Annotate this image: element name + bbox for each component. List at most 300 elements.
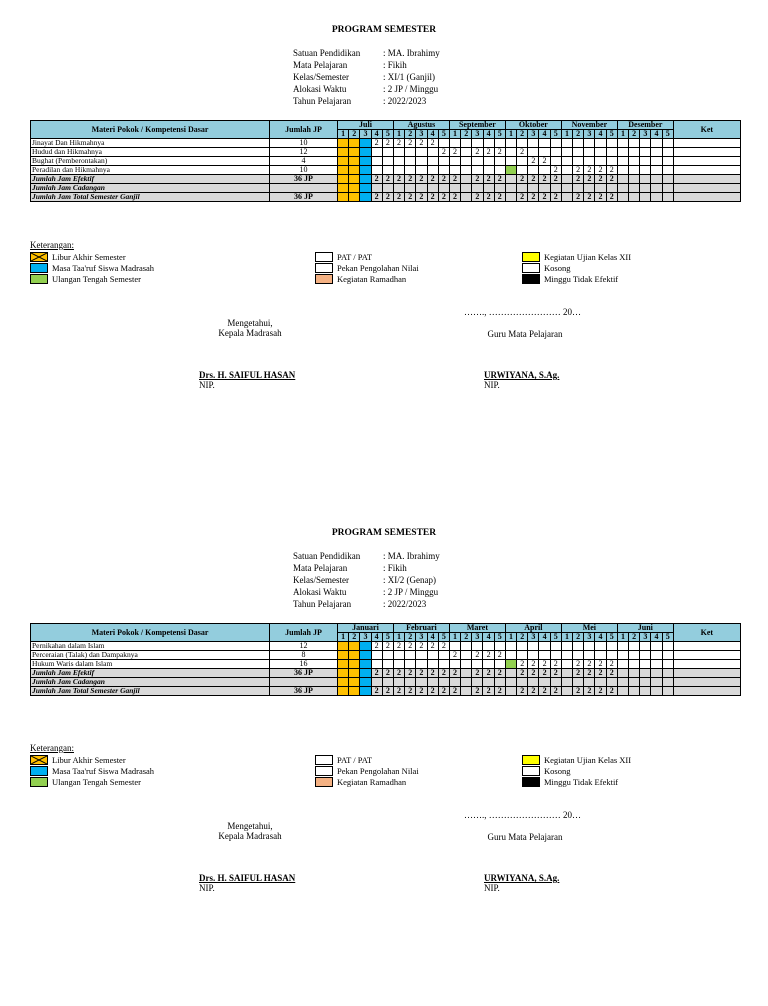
week-cell (472, 184, 483, 193)
week-cell (617, 166, 628, 175)
header-month: November (561, 121, 617, 130)
week-cell (584, 157, 595, 166)
week-cell (393, 157, 404, 166)
header-week: 2 (349, 130, 360, 139)
info-row (293, 550, 440, 562)
week-cell (505, 678, 516, 687)
week-cell (461, 166, 472, 175)
week-cell (629, 166, 640, 175)
legend-label: Kegiatan Ramadhan (337, 273, 407, 284)
legend-item (522, 251, 631, 262)
header-week: 1 (449, 130, 460, 139)
week-cell (561, 678, 572, 687)
table-row (31, 157, 741, 166)
week-cell (573, 651, 584, 660)
week-cell (617, 678, 628, 687)
week-cell (416, 651, 427, 660)
week-cell: 2 (427, 193, 438, 202)
legend-item (30, 251, 126, 262)
week-cell (505, 148, 516, 157)
week-cell: 2 (449, 651, 460, 660)
info-label: Satuan Pendidikan (293, 48, 361, 58)
week-cell (617, 651, 628, 660)
week-cell: 2 (438, 687, 449, 696)
week-cell (662, 193, 673, 202)
header-week: 4 (595, 633, 606, 642)
week-cell (662, 157, 673, 166)
ket-cell (673, 139, 740, 148)
week-cell (640, 157, 651, 166)
signature-left-name: Drs. H. SAIFUL HASAN (199, 873, 296, 883)
week-cell: 2 (382, 642, 393, 651)
week-cell (382, 651, 393, 660)
week-cell (640, 175, 651, 184)
materi-cell: Hukum Waris dalam Islam (31, 660, 270, 669)
legend-item (315, 754, 372, 765)
info-row (293, 71, 440, 83)
week-cell (617, 642, 628, 651)
semester-section (0, 503, 768, 1003)
week-cell (606, 184, 617, 193)
week-cell (360, 157, 371, 166)
week-cell (629, 669, 640, 678)
week-cell (483, 184, 494, 193)
header-week: 4 (539, 633, 550, 642)
week-cell (461, 660, 472, 669)
legend-label: Ulangan Tengah Semester (52, 273, 141, 284)
legend-item (30, 776, 141, 787)
week-cell (640, 166, 651, 175)
header-week: 1 (338, 633, 349, 642)
week-cell: 2 (382, 193, 393, 202)
week-cell (416, 660, 427, 669)
header-week: 5 (550, 130, 561, 139)
legend-label: PAT / PAT (337, 251, 373, 262)
week-cell (550, 642, 561, 651)
week-cell (371, 157, 382, 166)
week-cell (438, 184, 449, 193)
week-cell (662, 669, 673, 678)
header-week: 2 (461, 633, 472, 642)
week-cell (629, 687, 640, 696)
week-cell: 2 (416, 687, 427, 696)
legend-item (522, 776, 618, 787)
header-ket: Ket (673, 121, 740, 139)
week-cell (651, 651, 662, 660)
header-month: Mei (561, 624, 617, 633)
week-cell (606, 642, 617, 651)
materi-cell: Jinayat Dan Hikmahnya (31, 139, 270, 148)
header-week: 3 (472, 130, 483, 139)
header-week: 2 (629, 633, 640, 642)
week-cell (405, 157, 416, 166)
week-cell (461, 678, 472, 687)
week-cell (382, 184, 393, 193)
header-week: 5 (606, 130, 617, 139)
week-cell (360, 651, 371, 660)
week-cell (561, 651, 572, 660)
week-cell: 2 (494, 175, 505, 184)
week-cell: 2 (472, 651, 483, 660)
week-cell (629, 157, 640, 166)
signature-left-line2: Kepala Madrasah (218, 831, 282, 841)
header-week: 3 (584, 130, 595, 139)
materi-cell: Bughat (Pemberontakan) (31, 157, 270, 166)
legend-label: Libur Akhir Semester (52, 251, 126, 262)
legend-swatch (522, 777, 540, 787)
week-cell (640, 642, 651, 651)
week-cell (606, 678, 617, 687)
week-cell (349, 175, 360, 184)
week-cell (349, 687, 360, 696)
legend-swatch (315, 252, 333, 262)
week-cell (505, 669, 516, 678)
header-week: 1 (505, 633, 516, 642)
week-cell (573, 678, 584, 687)
week-cell (595, 139, 606, 148)
week-cell (651, 687, 662, 696)
info-value: : MA. Ibrahimy (383, 48, 440, 58)
week-cell: 2 (606, 687, 617, 696)
info-label: Kelas/Semester (293, 72, 349, 82)
week-cell: 2 (427, 139, 438, 148)
header-ket: Ket (673, 624, 740, 642)
header-week: 1 (449, 633, 460, 642)
header-week: 4 (427, 633, 438, 642)
header-materi: Materi Pokok / Kompetensi Dasar (31, 624, 270, 642)
week-cell (561, 166, 572, 175)
week-cell: 2 (606, 669, 617, 678)
week-cell (584, 184, 595, 193)
week-cell (651, 166, 662, 175)
week-cell: 2 (595, 193, 606, 202)
info-label: Mata Pelajaran (293, 563, 348, 573)
week-cell: 2 (382, 687, 393, 696)
week-cell (528, 166, 539, 175)
week-cell: 2 (483, 669, 494, 678)
week-cell (472, 642, 483, 651)
table-row (31, 139, 741, 148)
week-cell: 2 (539, 193, 550, 202)
ket-cell (673, 678, 740, 687)
week-cell: 2 (573, 660, 584, 669)
week-cell (629, 175, 640, 184)
week-cell: 2 (416, 139, 427, 148)
signature-left-name: Drs. H. SAIFUL HASAN (199, 370, 296, 380)
week-cell (561, 139, 572, 148)
week-cell (550, 139, 561, 148)
week-cell (371, 148, 382, 157)
info-value: : 2022/2023 (383, 96, 427, 106)
legend-item (315, 776, 406, 787)
week-cell: 2 (449, 175, 460, 184)
table-row (31, 166, 741, 175)
summary-row (31, 184, 741, 193)
week-cell (461, 642, 472, 651)
week-cell: 2 (584, 660, 595, 669)
header-week: 2 (573, 130, 584, 139)
legend-label: Pekan Pengolahan Nilai (337, 765, 419, 776)
info-row (293, 598, 440, 610)
week-cell: 2 (483, 651, 494, 660)
week-cell (449, 184, 460, 193)
program-table (30, 120, 741, 202)
week-cell: 2 (393, 642, 404, 651)
week-cell (505, 184, 516, 193)
header-week: 3 (472, 633, 483, 642)
week-cell (629, 193, 640, 202)
week-cell (393, 651, 404, 660)
week-cell (629, 651, 640, 660)
signature-date: ……., …………………… 20… (464, 810, 581, 820)
week-cell: 2 (584, 193, 595, 202)
week-cell (517, 166, 528, 175)
week-cell (338, 175, 349, 184)
week-cell: 2 (483, 687, 494, 696)
legend-label: Pekan Pengolahan Nilai (337, 262, 419, 273)
week-cell: 2 (382, 175, 393, 184)
week-cell (595, 651, 606, 660)
week-cell (561, 184, 572, 193)
header-week: 5 (662, 633, 673, 642)
week-cell (629, 660, 640, 669)
legend-swatch (30, 274, 48, 284)
info-value: : Fikih (383, 563, 407, 573)
week-cell (393, 148, 404, 157)
legend-item (30, 262, 154, 273)
week-cell (427, 148, 438, 157)
week-cell (461, 157, 472, 166)
summary-row (31, 193, 741, 202)
week-cell: 2 (573, 193, 584, 202)
info-value: : MA. Ibrahimy (383, 551, 440, 561)
header-week: 2 (517, 633, 528, 642)
week-cell (573, 148, 584, 157)
legend-swatch (30, 777, 48, 787)
summary-row (31, 678, 741, 687)
week-cell: 2 (472, 175, 483, 184)
week-cell: 2 (606, 175, 617, 184)
week-cell: 2 (393, 193, 404, 202)
ket-cell (673, 157, 740, 166)
materi-cell: Pernikahan dalam Islam (31, 642, 270, 651)
header-week: 2 (405, 130, 416, 139)
week-cell (595, 157, 606, 166)
week-cell (617, 669, 628, 678)
legend-item (315, 262, 419, 273)
header-materi: Materi Pokok / Kompetensi Dasar (31, 121, 270, 139)
week-cell (651, 193, 662, 202)
week-cell (606, 139, 617, 148)
legend-label: Kegiatan Ujian Kelas XII (544, 754, 632, 765)
week-cell (595, 678, 606, 687)
week-cell (349, 678, 360, 687)
week-cell: 2 (416, 642, 427, 651)
week-cell (427, 184, 438, 193)
week-cell (550, 157, 561, 166)
week-cell: 2 (606, 166, 617, 175)
week-cell (595, 184, 606, 193)
week-cell (517, 184, 528, 193)
week-cell (629, 139, 640, 148)
week-cell: 2 (517, 175, 528, 184)
week-cell: 2 (517, 193, 528, 202)
week-cell: 2 (494, 148, 505, 157)
week-cell: 2 (427, 687, 438, 696)
week-cell: 2 (472, 669, 483, 678)
week-cell (360, 642, 371, 651)
header-week: 1 (393, 130, 404, 139)
jp-cell: 12 (270, 642, 338, 651)
jp-cell: 36 JP (270, 687, 338, 696)
week-cell (505, 651, 516, 660)
week-cell (461, 148, 472, 157)
week-cell (360, 166, 371, 175)
week-cell: 2 (550, 687, 561, 696)
materi-cell: Hudud dan Hikmahnya (31, 148, 270, 157)
week-cell (640, 184, 651, 193)
week-cell (349, 184, 360, 193)
week-cell (662, 139, 673, 148)
header-jumlah: Jumlah JP (270, 121, 338, 139)
legend-label: Kegiatan Ramadhan (337, 776, 407, 787)
ket-cell (673, 669, 740, 678)
info-label: Mata Pelajaran (293, 60, 348, 70)
week-cell (494, 139, 505, 148)
header-week: 4 (371, 633, 382, 642)
materi-cell: Jumlah Jam Efektif (31, 175, 270, 184)
header-month: April (505, 624, 561, 633)
week-cell: 2 (528, 669, 539, 678)
week-cell (550, 184, 561, 193)
week-cell (517, 642, 528, 651)
week-cell (561, 669, 572, 678)
ket-cell (673, 193, 740, 202)
legend-label: Minggu Tidak Efektif (544, 776, 619, 787)
week-cell (651, 678, 662, 687)
week-cell (561, 175, 572, 184)
jp-cell (270, 678, 338, 687)
week-cell (438, 166, 449, 175)
week-cell (349, 148, 360, 157)
table-row (31, 148, 741, 157)
week-cell (349, 166, 360, 175)
legend-label: Kosong (544, 765, 571, 776)
week-cell (338, 660, 349, 669)
header-week: 5 (438, 633, 449, 642)
week-cell (427, 166, 438, 175)
materi-cell: Jumlah Jam Total Semester Ganjil (31, 193, 270, 202)
week-cell (539, 148, 550, 157)
info-value: : 2022/2023 (383, 599, 427, 609)
info-label: Tahun Pelajaran (293, 96, 352, 106)
info-row (293, 562, 440, 574)
header-week: 3 (640, 130, 651, 139)
week-cell (416, 148, 427, 157)
signature-left-nip: NIP. (199, 380, 215, 390)
week-cell: 2 (528, 193, 539, 202)
week-cell: 2 (371, 139, 382, 148)
week-cell: 2 (539, 157, 550, 166)
week-cell (573, 157, 584, 166)
header-week: 5 (662, 130, 673, 139)
week-cell (472, 157, 483, 166)
week-cell (640, 678, 651, 687)
page-title: PROGRAM SEMESTER (331, 528, 437, 538)
week-cell (494, 157, 505, 166)
week-cell (382, 148, 393, 157)
info-row (293, 586, 440, 598)
week-cell (573, 642, 584, 651)
week-cell: 2 (573, 687, 584, 696)
week-cell (382, 660, 393, 669)
week-cell: 2 (416, 193, 427, 202)
week-cell (539, 166, 550, 175)
header-month: Desember (617, 121, 673, 130)
info-value: : XI/2 (Genap) (383, 575, 436, 585)
week-cell (651, 139, 662, 148)
header-week: 4 (483, 633, 494, 642)
signature-right-title: Guru Mata Pelajaran (487, 329, 563, 339)
week-cell (360, 175, 371, 184)
week-cell: 2 (550, 660, 561, 669)
signature-left-line1: Mengetahui, (227, 821, 273, 831)
week-cell: 2 (438, 193, 449, 202)
week-cell (505, 157, 516, 166)
week-cell (606, 148, 617, 157)
week-cell (617, 157, 628, 166)
legend-swatch (30, 766, 48, 776)
week-cell (662, 651, 673, 660)
materi-cell: Perceraian (Talak) dan Dampaknya (31, 651, 270, 660)
week-cell: 2 (449, 687, 460, 696)
week-cell (338, 148, 349, 157)
header-week: 4 (483, 130, 494, 139)
week-cell: 2 (606, 660, 617, 669)
week-cell: 2 (382, 139, 393, 148)
legend-swatch (522, 263, 540, 273)
week-cell: 2 (573, 175, 584, 184)
week-cell (640, 660, 651, 669)
header-week: 5 (550, 633, 561, 642)
week-cell (494, 660, 505, 669)
week-cell (662, 687, 673, 696)
header-week: 3 (416, 633, 427, 642)
signature-left-line2: Kepala Madrasah (218, 328, 282, 338)
week-cell (483, 157, 494, 166)
info-label: Alokasi Waktu (293, 587, 347, 597)
signature-right-name: URWIYANA, S.Ag. (484, 873, 560, 883)
week-cell (371, 678, 382, 687)
week-cell (505, 166, 516, 175)
week-cell (517, 157, 528, 166)
week-cell (651, 184, 662, 193)
week-cell (416, 157, 427, 166)
week-cell (461, 139, 472, 148)
legend-item (315, 765, 419, 776)
week-cell (382, 166, 393, 175)
week-cell (349, 642, 360, 651)
week-cell: 2 (427, 175, 438, 184)
week-cell (528, 184, 539, 193)
legend-item (30, 765, 154, 776)
header-week: 1 (561, 633, 572, 642)
week-cell (360, 193, 371, 202)
header-month: Agustus (393, 121, 449, 130)
week-cell (640, 193, 651, 202)
week-cell (360, 184, 371, 193)
week-cell (371, 184, 382, 193)
